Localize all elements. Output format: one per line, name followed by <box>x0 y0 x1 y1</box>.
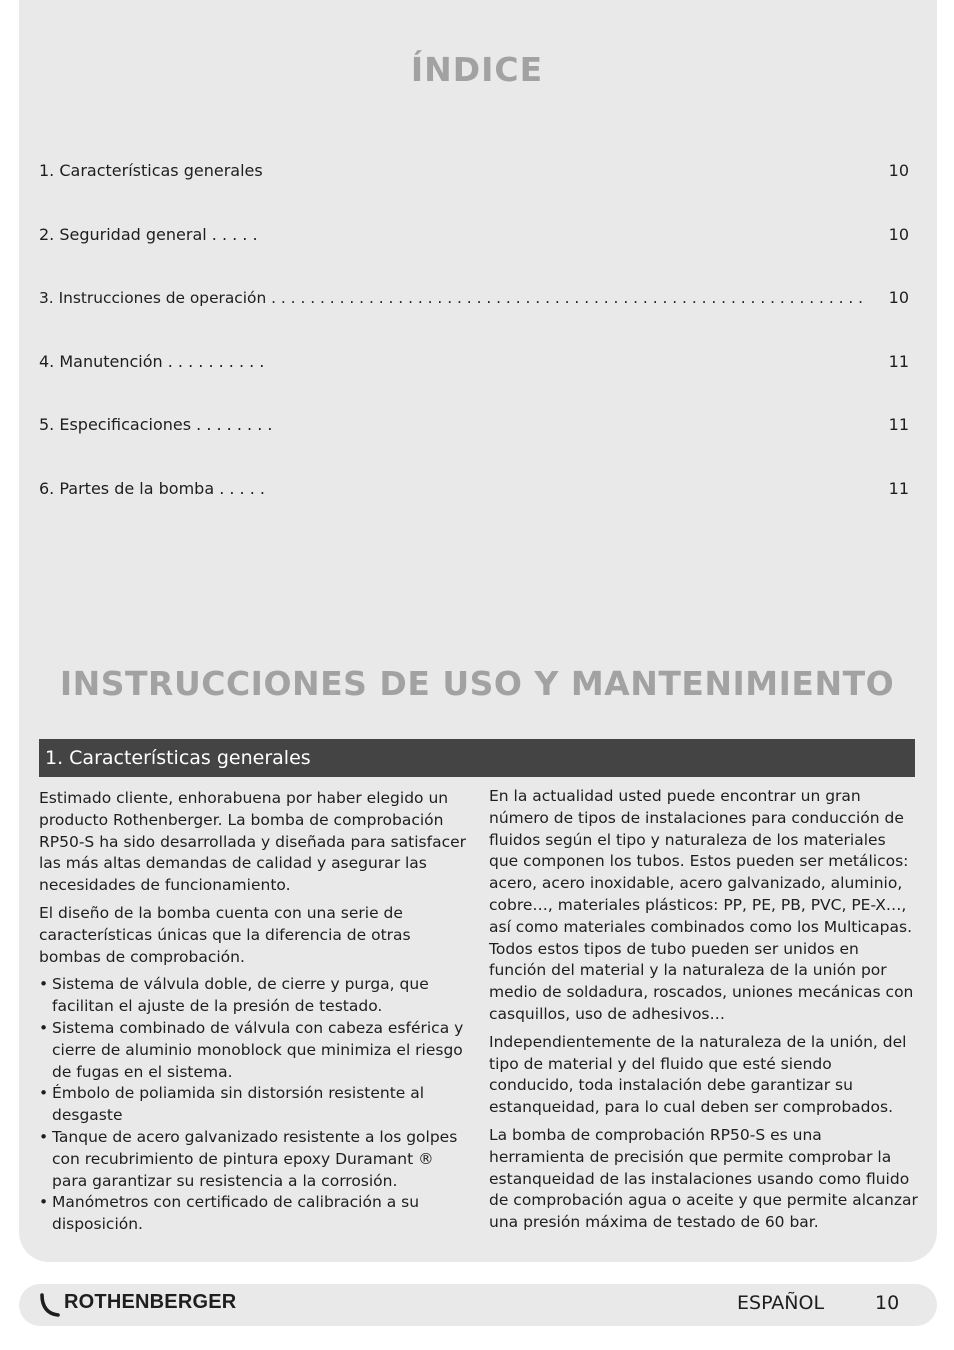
toc-entry[interactable] <box>39 478 909 500</box>
list-item: • Sistema de válvula doble, de cierre y purga, que facilitan el ajuste de la presión de testado. <box>39 975 429 1016</box>
section-heading: 1. Características generales <box>39 739 915 777</box>
left-column <box>39 788 467 1236</box>
index-title: ÍNDICE <box>410 50 544 89</box>
toc-entry-page: 10 <box>888 225 909 244</box>
toc-entry[interactable] <box>39 351 909 373</box>
toc-entry-label: 4. Manutención . . . . . . . . . . <box>39 352 265 371</box>
toc-entry-label: 1. Características generales <box>39 161 263 180</box>
tightness-paragraph: Independientemente de la naturaleza de la unión, del tipo de material y del fluido que esté siendo conducido, toda instalación debe garantizar su estanqueidad, para lo cual deben ser comprobados. <box>489 1032 907 1117</box>
toc-entry-page: 10 <box>888 161 909 180</box>
intro-paragraph: Estimado cliente, enhorabuena por haber elegido un producto Rothenberger. La bomba de comprobación RP50-S ha sido desarrollada y diseñada para satisfacer las más altas demandas de calidad y asegurar las necesidades de funcionamiento. <box>39 789 467 895</box>
toc-entry[interactable] <box>39 224 909 246</box>
toc-entry-label: 2. Seguridad general . . . . . <box>39 225 258 244</box>
toc-entry-page: 11 <box>888 415 909 434</box>
pump-description-paragraph: La bomba de comprobación RP50-S es una herramienta de precisión que permite comprobar la estanqueidad de las instalaciones usando como fluido de comprobación agua o aceite y que permite alcanzar una presión máxima de testado de 60 bar. <box>489 1125 918 1232</box>
toc-entry-label: 3. Instrucciones de operación . . . . . . . . . . . . . . . . . . . . . . . . . . . . . . . . . . . . . . . . . . . . . . . . . . . . . . . . . . . . . <box>39 289 864 307</box>
list-item: • Tanque de acero galvanizado resistente a los golpes con recubrimiento de pintura epoxy Duramant ® para garantizar su resistencia a la corrosión. <box>39 1127 458 1190</box>
features-list <box>39 974 467 1236</box>
rothenberger-logo-icon <box>39 1292 65 1318</box>
toc-entry[interactable] <box>39 160 909 182</box>
toc-entry[interactable] <box>39 414 909 436</box>
tube-types-paragraph: En la actualidad usted puede encontrar un gran número de tipos de instalaciones para conducción de fluidos según el tipo y naturaleza de los materiales que componen los tubos. Estos pueden ser metálicos: acero, acero inoxidable, acero galvanizado, aluminio, cobre…, materiales plásticos: PP, PE, PB, PVC, PE-X…, así como materiales combinados como los Multicapas. Todos estos tipos de tubo pueden ser unidos en función del material y la naturaleza de la unión por medio de soldadura, roscados, uniones mecánicas con casquillos, uso de adhesivos… <box>489 787 914 1023</box>
bullet-icon: • <box>39 975 49 994</box>
bullet-icon: • <box>39 1193 49 1212</box>
bullet-icon: • <box>39 1018 49 1037</box>
toc-entry-page: 11 <box>888 479 909 498</box>
list-item: • Émbolo de poliamida sin distorsión resistente al desgaste <box>39 1084 425 1125</box>
page-number: 10 <box>875 1292 900 1314</box>
bullet-icon: • <box>39 1084 49 1103</box>
list-item: • Manómetros con certificado de calibración a su disposición. <box>39 1193 420 1234</box>
brand-logo-text: ROTHENBERGER <box>64 1291 237 1313</box>
page-footer <box>19 1284 937 1326</box>
language-label: ESPAÑOL <box>737 1292 825 1314</box>
toc-entry-label: 6. Partes de la bomba . . . . . <box>39 479 265 498</box>
toc-entry-page: 10 <box>888 288 909 307</box>
bullet-icon: • <box>39 1127 49 1146</box>
toc-entry-label: 5. Especificaciones . . . . . . . . <box>39 415 273 434</box>
list-item: • Sistema combinado de válvula con cabeza esférica y cierre de aluminio monoblock que minimiza el riesgo de fugas en el sistema. <box>39 1018 464 1081</box>
design-paragraph: El diseño de la bomba cuenta con una serie de características únicas que la diferencia de otras bombas de comprobación. <box>39 903 411 966</box>
document-title: INSTRUCCIONES DE USO Y MANTENIMIENTO <box>59 664 895 703</box>
toc-entry[interactable] <box>39 287 909 309</box>
toc-entry-page: 11 <box>888 352 909 371</box>
right-column <box>489 786 919 1240</box>
